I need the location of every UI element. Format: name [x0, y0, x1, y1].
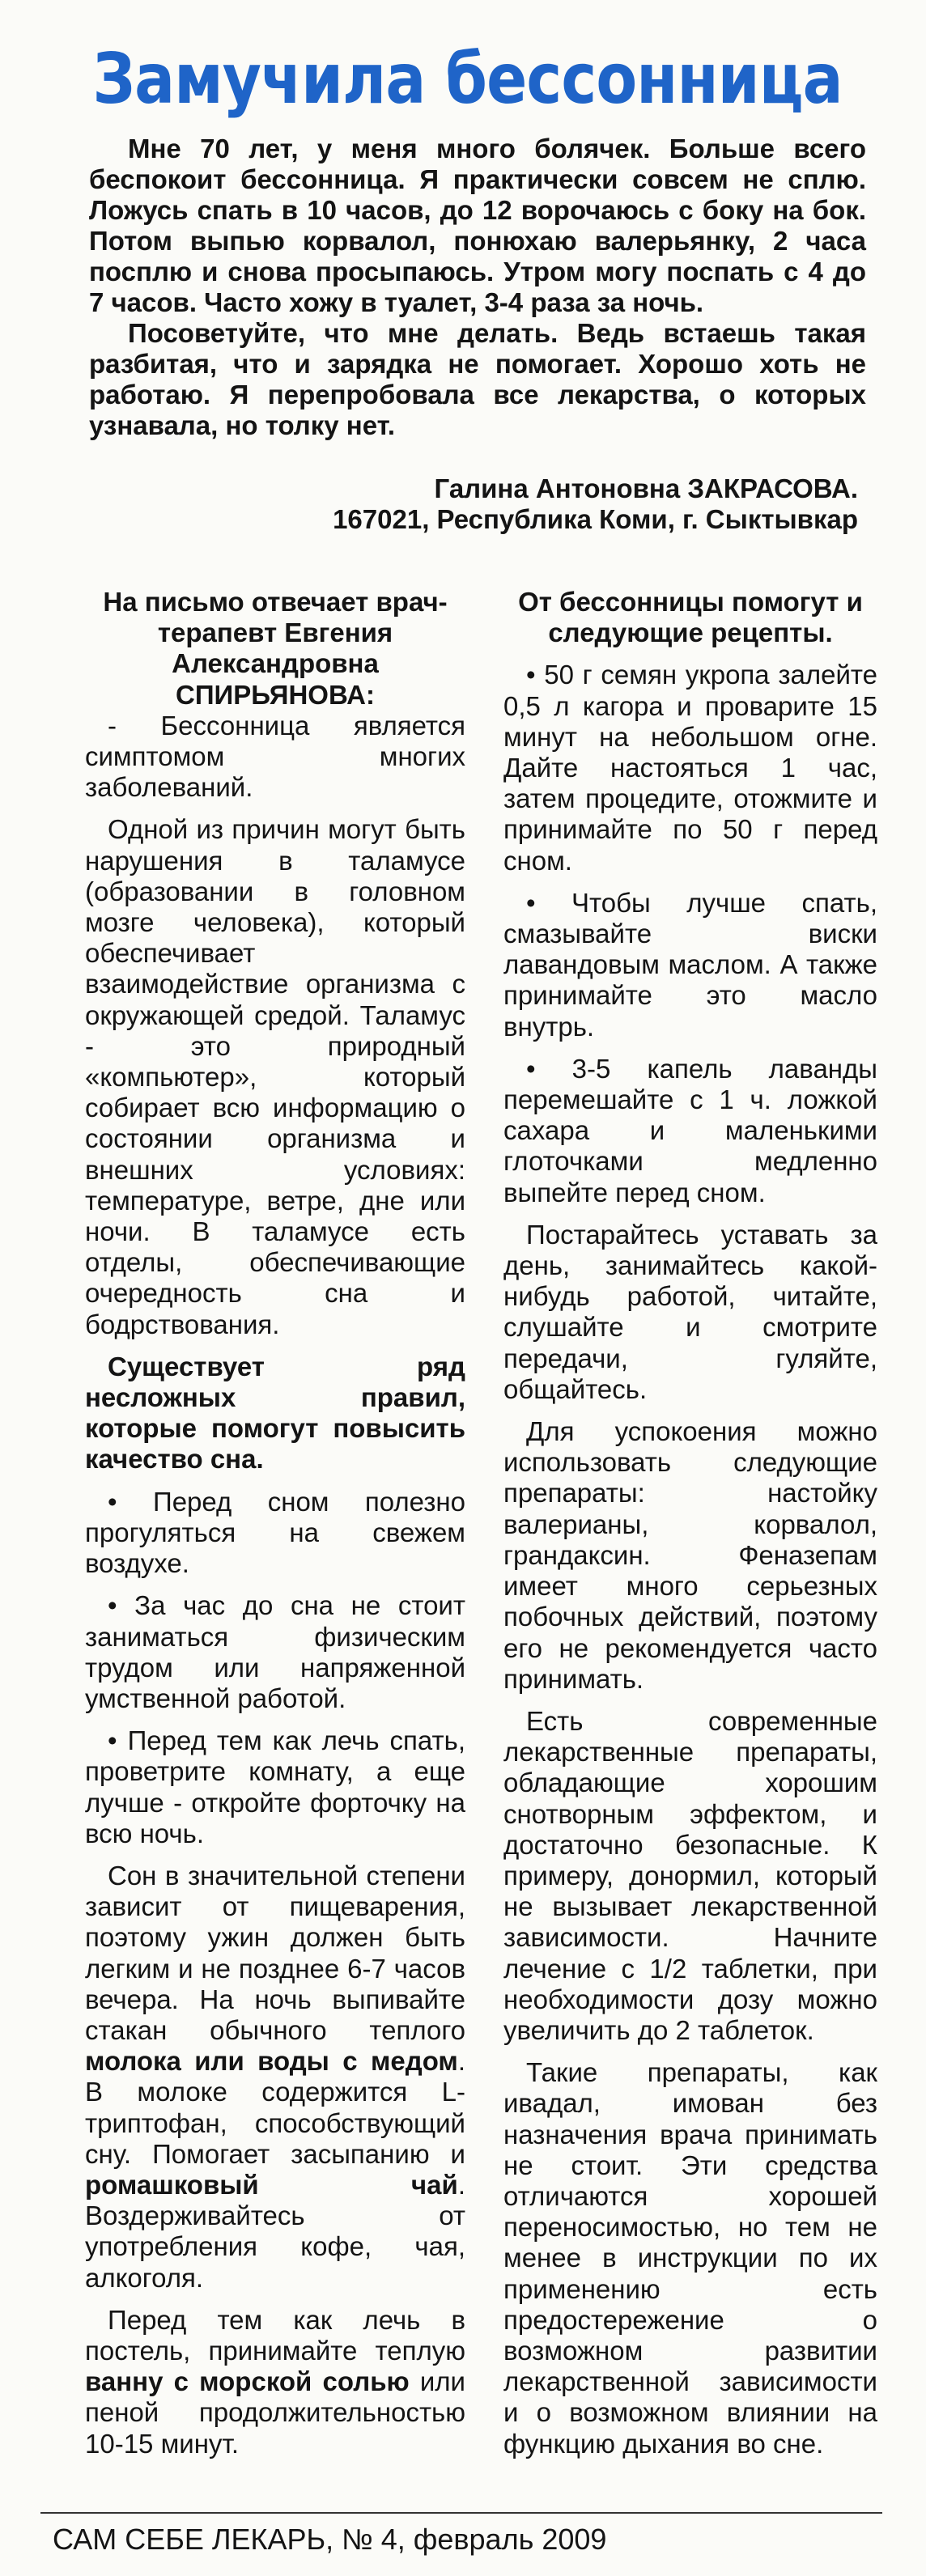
- reader-letter: [89, 134, 866, 441]
- bold-text: ванну с морской солью: [85, 2366, 410, 2397]
- text: . Воздерживайтесь от употребления кофе, чая, алкоголя.: [85, 2169, 465, 2293]
- rule-item: • Перед сном полезно прогуляться на свежем воздухе.: [85, 1487, 465, 1580]
- rule-item: • Перед тем как лечь спать, проветрите комнату, а еще лучше - откройте форточку на всю ночь.: [85, 1725, 465, 1849]
- text: Сон в значительной степени зависит от пищеварения, поэтому ужин должен быть легким и не позднее 6-7 часов вечера. На ночь выпивайте стакан обычного теплого: [85, 1860, 465, 2045]
- paragraph: Для успокоения можно использовать следующие препараты: настойку валерианы, корвалол, грандаксин. Феназепам имеет много серьезных побочных действий, поэтому его не рекомендуется часто принимать.: [503, 1416, 877, 1694]
- rules-header: Существует ряд несложных правил, которые помогут повысить качество сна.: [85, 1351, 465, 1475]
- rule-item: • За час до сна не стоит заниматься физическим трудом или напряженной умственной работой.: [85, 1590, 465, 1714]
- paragraph: [85, 1861, 465, 2294]
- recipes-header: От бессонницы помогут и следующие рецепты.: [518, 587, 863, 648]
- bold-text: молока или воды с медом: [85, 2046, 458, 2077]
- author-name: Галина Антоновна ЗАКРАСОВА.: [434, 473, 858, 503]
- article-title: Замучила бессонница: [92, 39, 843, 120]
- letter-paragraph: Мне 70 лет, у меня много болячек. Больше всего беспокоит бессонница. Я практически совсем не сплю. Ложусь спать в 10 часов, до 12 ворочаюсь с боку на бок. Потом выпью корвалол, понюхаю валерьянку, 2 часа посплю и снова просыпаюсь. Утром могу поспать с 4 до 7 часов. Часто хожу в туалет, 3-4 раза за ночь.: [89, 134, 866, 317]
- answer-intro: На письмо отвечает врач-терапевт Евгения Александровна СПИРЬЯНОВА:: [103, 587, 448, 710]
- footer-divider: [40, 2512, 882, 2514]
- letter-signature: [89, 473, 858, 535]
- paragraph: [85, 2305, 465, 2459]
- text: . В молоке содержится L-триптофан, способствующий сну. Помогает засыпанию и: [85, 2046, 465, 2169]
- recipe-item: • 50 г семян укропа залейте 0,5 л кагора и проварите 15 минут на небольшом огне. Дайте настояться 1 час, затем процедите, отожмите и принимайте по 50 г перед сном.: [503, 660, 877, 876]
- text: или пеной продолжительностью 10-15 минут.: [85, 2366, 465, 2459]
- recipe-item: • 3-5 капель лаванды перемешайте с 1 ч. ложкой сахара и маленькими глоточками медленно выпейте перед сном.: [503, 1054, 877, 1208]
- text: Перед тем как лечь в постель, принимайте теплую: [85, 2304, 465, 2366]
- answer-column-right: [503, 587, 877, 2459]
- paragraph: Такие препараты, как ивадал, имован без назначения врача принимать не стоит. Эти средства отличаются хорошей переносимостью, но тем не менее в инструкции по их применению есть предостережение о возможном развитии лекарственной зависимости и о возможном влиянии на функцию дыхания во сне.: [503, 2057, 877, 2459]
- answer-column-left: [85, 587, 465, 2459]
- paragraph: Есть современные лекарственные препараты, обладающие хорошим снотворным эффектом, и достаточно безопасные. К примеру, донормил, который не вызывает лекарственной зависимости. Начните лечение с 1/2 таблетки, при необходимости дозу можно увеличить до 2 таблеток.: [503, 1705, 877, 2045]
- bold-text: ромашковый чай: [85, 2169, 458, 2200]
- author-address: 167021, Республика Коми, г. Сыктывкар: [333, 504, 858, 534]
- paragraph: Одной из причин могут быть нарушения в таламусе (образовании в головном мозге человека), который обеспечивает взаимодействие организма с окружающей средой. Таламус - это природный «компьютер», который собирает всю информацию о состоянии организма и внешних условиях: температуре, ветре, дне или ночи. В таламусе есть отделы, обеспечивающие очередность сна и бодрствования.: [85, 814, 465, 1339]
- recipe-item: • Чтобы лучше спать, смазывайте виски лавандовым маслом. А также принимайте это масло внутрь.: [503, 888, 877, 1042]
- paragraph: - Бессонница является симптомом многих заболеваний.: [85, 710, 465, 803]
- letter-paragraph: Посоветуйте, что мне делать. Ведь встаешь такая разбитая, что и зарядка не помогает. Хорошо хоть не работаю. Я перепробовала все лекарства, о которых узнавала, но толку нет.: [89, 318, 866, 440]
- paragraph: Постарайтесь уставать за день, занимайтесь какой-нибудь работой, читайте, слушайте и смотрите передачи, гуляйте, общайтесь.: [503, 1219, 877, 1404]
- publication-footer: САМ СЕБЕ ЛЕКАРЬ, № 4, февраль 2009: [53, 2523, 607, 2556]
